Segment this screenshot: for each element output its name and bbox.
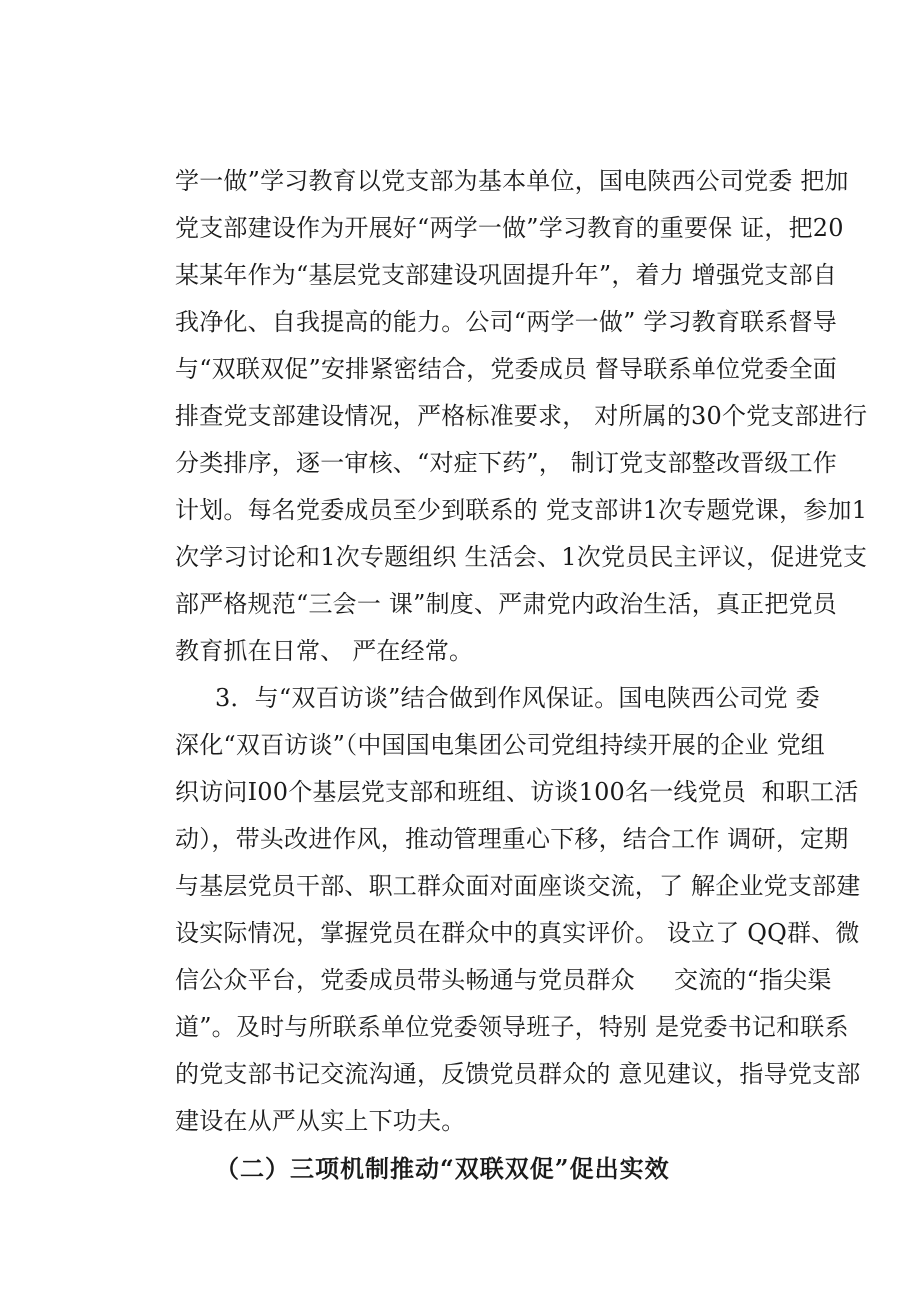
text-line: 学一做”学习教育以党支部为基本单位，国电陕西公司党委 把加 <box>175 167 849 195</box>
text-line: 与基层党员干部、职工群众面对面座谈交流，了 解企业党支部建 <box>175 872 861 900</box>
document-body <box>175 158 868 1192</box>
text-line: 教育抓在日常、 严在经常。 <box>175 637 474 665</box>
paragraph-1 <box>175 158 868 675</box>
paragraph-2 <box>175 675 861 1145</box>
text-line: 深化“双百访谈”（中国国电集团公司党组持续开展的企业 党组 <box>175 731 825 759</box>
text-line: 我净化、自我提高的能力。公司“两学一做” 学习教育联系督导 <box>175 308 837 336</box>
text-line: 党支部建设作为开展好“两学一做”学习教育的重要保 证，把20 <box>175 214 844 242</box>
text-line: 设实际情况，掌握党员在群众中的真实评价。 设立了 QQ群、微 <box>175 919 860 947</box>
text-line: 次学习讨论和1次专题组织 生活会、1次党员民主评议，促进党支 <box>175 543 868 571</box>
text-line: 道”。及时与所联系单位党委领导班子，特别 是党委书记和联系 <box>175 1013 849 1041</box>
text-line: 计划。每名党委成员至少到联系的 党支部讲1次专题党课，参加1 <box>175 496 868 524</box>
text-line: 部严格规范“三会一 课”制度、严肃党内政治生活，真正把党员 <box>175 590 837 618</box>
text-line: 排查党支部建设情况，严格标准要求， 对所属的30个党支部进行 <box>175 402 868 430</box>
text-line: 分类排序，逐一审核、“对症下药”， 制订党支部整改晋级工作 <box>175 449 837 477</box>
text-line: 某某年作为“基层党支部建设巩固提升年”，着力 增强党支部自 <box>175 261 837 289</box>
text-line: 动），带头改进作风，推动管理重心下移，结合工作 调研，定期 <box>175 825 849 853</box>
text-line: 信公众平台，党委成员带头畅通与党员群众 交流的“指尖渠 <box>175 966 832 994</box>
text-line: 3．与“双百访谈”结合做到作风保证。国电陕西公司党 委 <box>215 684 820 712</box>
text-line: 织访问I00个基层党支部和班组、访谈100名一线党员 和职工活 <box>175 778 859 806</box>
section-heading: （二）三项机制推动“双联双促”促出实效 <box>215 1154 670 1183</box>
text-line: 建设在从严从实上下功夫。 <box>175 1107 466 1135</box>
text-line: 与“双联双促”安排紧密结合，党委成员 督导联系单位党委全面 <box>175 355 837 383</box>
text-line: 的党支部书记交流沟通，反馈党员群众的 意见建议，指导党支部 <box>175 1060 861 1088</box>
